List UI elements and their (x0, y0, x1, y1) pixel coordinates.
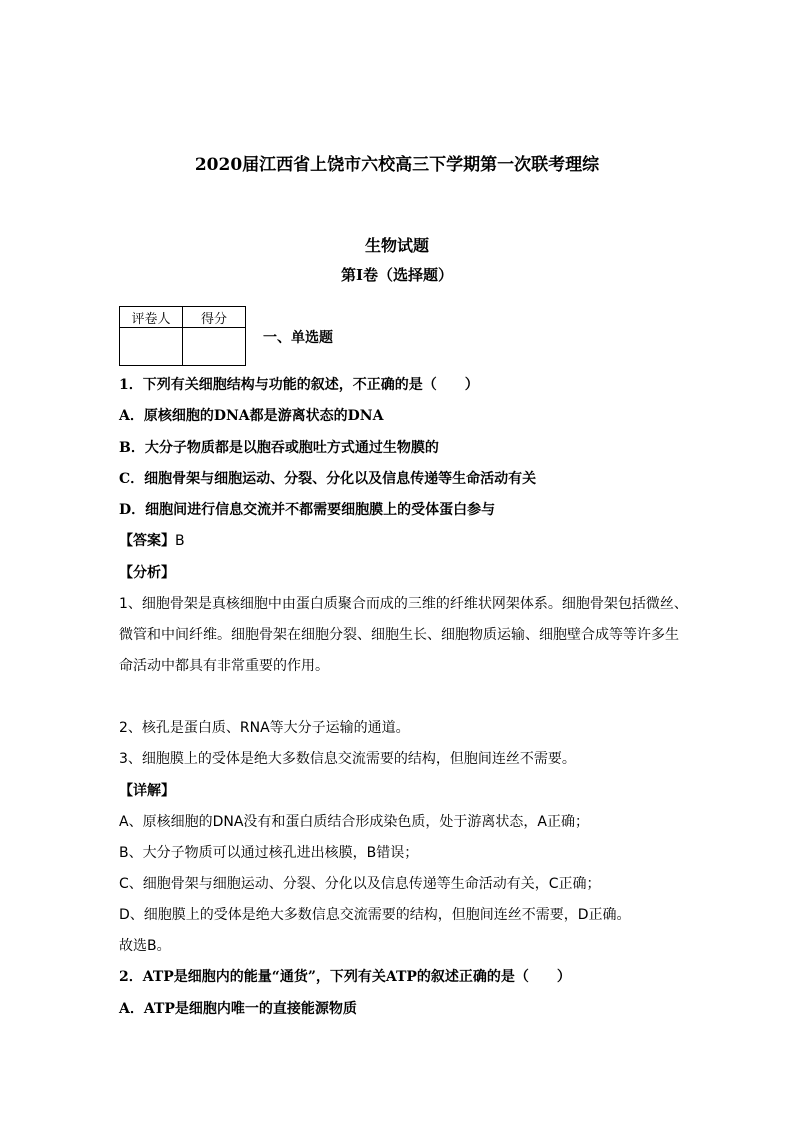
analysis-line-3: 命活动中都具有非常重要的作用。 (119, 658, 329, 674)
question-2-stem: 2．ATP是细胞内的能量“通货”，下列有关ATP的叙述正确的是（ ） (119, 969, 571, 985)
score-table-score-cell (183, 328, 246, 366)
question-2-option-a: A．ATP是细胞内唯一的直接能源物质 (119, 1001, 357, 1017)
detail-conclusion: 故选B。 (119, 938, 171, 954)
score-table (119, 306, 246, 366)
answer-value: B (175, 533, 185, 549)
score-table-score-header: 得分 (183, 307, 246, 328)
question-1-stem: 1．下列有关细胞结构与功能的叙述，不正确的是（ ） (119, 377, 479, 393)
detail-line-a: A、原核细胞的DNA没有和蛋白质结合形成染色质，处于游离状态，A正确； (119, 814, 589, 830)
volume-heading: 第I卷（选择题） (340, 266, 454, 284)
detail-line-b: B、大分子物质可以通过核孔进出核膜，B错误； (119, 845, 419, 861)
answer-label: 【答案】 (119, 533, 175, 549)
document-title: 2020届江西省上饶市六校高三下学期第一次联考理综 (194, 155, 600, 175)
detail-line-d: D、细胞膜上的受体是绝大多数信息交流需要的结构，但胞间连丝不需要，D正确。 (119, 907, 631, 923)
score-table-grader-header: 评卷人 (120, 307, 183, 328)
question-1-option-b: B．大分子物质都是以胞吞或胞吐方式通过生物膜的 (119, 440, 439, 456)
score-table-grader-cell (120, 328, 183, 366)
analysis-line-1: 1、细胞骨架是真核细胞中由蛋白质聚合而成的三维的纤维状网架体系。细胞骨架包括微丝、 (119, 596, 688, 612)
answer-line (119, 530, 185, 550)
analysis-line-5: 3、细胞膜上的受体是绝大多数信息交流需要的结构，但胞间连丝不需要。 (119, 751, 576, 767)
detail-label: 【详解】 (119, 783, 175, 799)
analysis-line-2: 微管和中间纤维。细胞骨架在细胞分裂、细胞生长、细胞物质运输、细胞壁合成等等许多生 (119, 627, 679, 643)
question-1-option-a: A．原核细胞的DNA都是游离状态的DNA (119, 408, 384, 424)
question-1-option-c: C．细胞骨架与细胞运动、分裂、分化以及信息传递等生命活动有关 (119, 471, 537, 487)
section-heading: 一、单选题 (263, 330, 333, 346)
detail-line-c: C、细胞骨架与细胞运动、分裂、分化以及信息传递等生命活动有关，C正确； (119, 876, 601, 892)
question-1-option-d: D．细胞间进行信息交流并不都需要细胞膜上的受体蛋白参与 (119, 502, 496, 518)
analysis-line-4: 2、核孔是蛋白质、RNA等大分子运输的通道。 (119, 720, 410, 736)
analysis-label: 【分析】 (119, 565, 175, 581)
document-subtitle: 生物试题 (364, 236, 429, 255)
